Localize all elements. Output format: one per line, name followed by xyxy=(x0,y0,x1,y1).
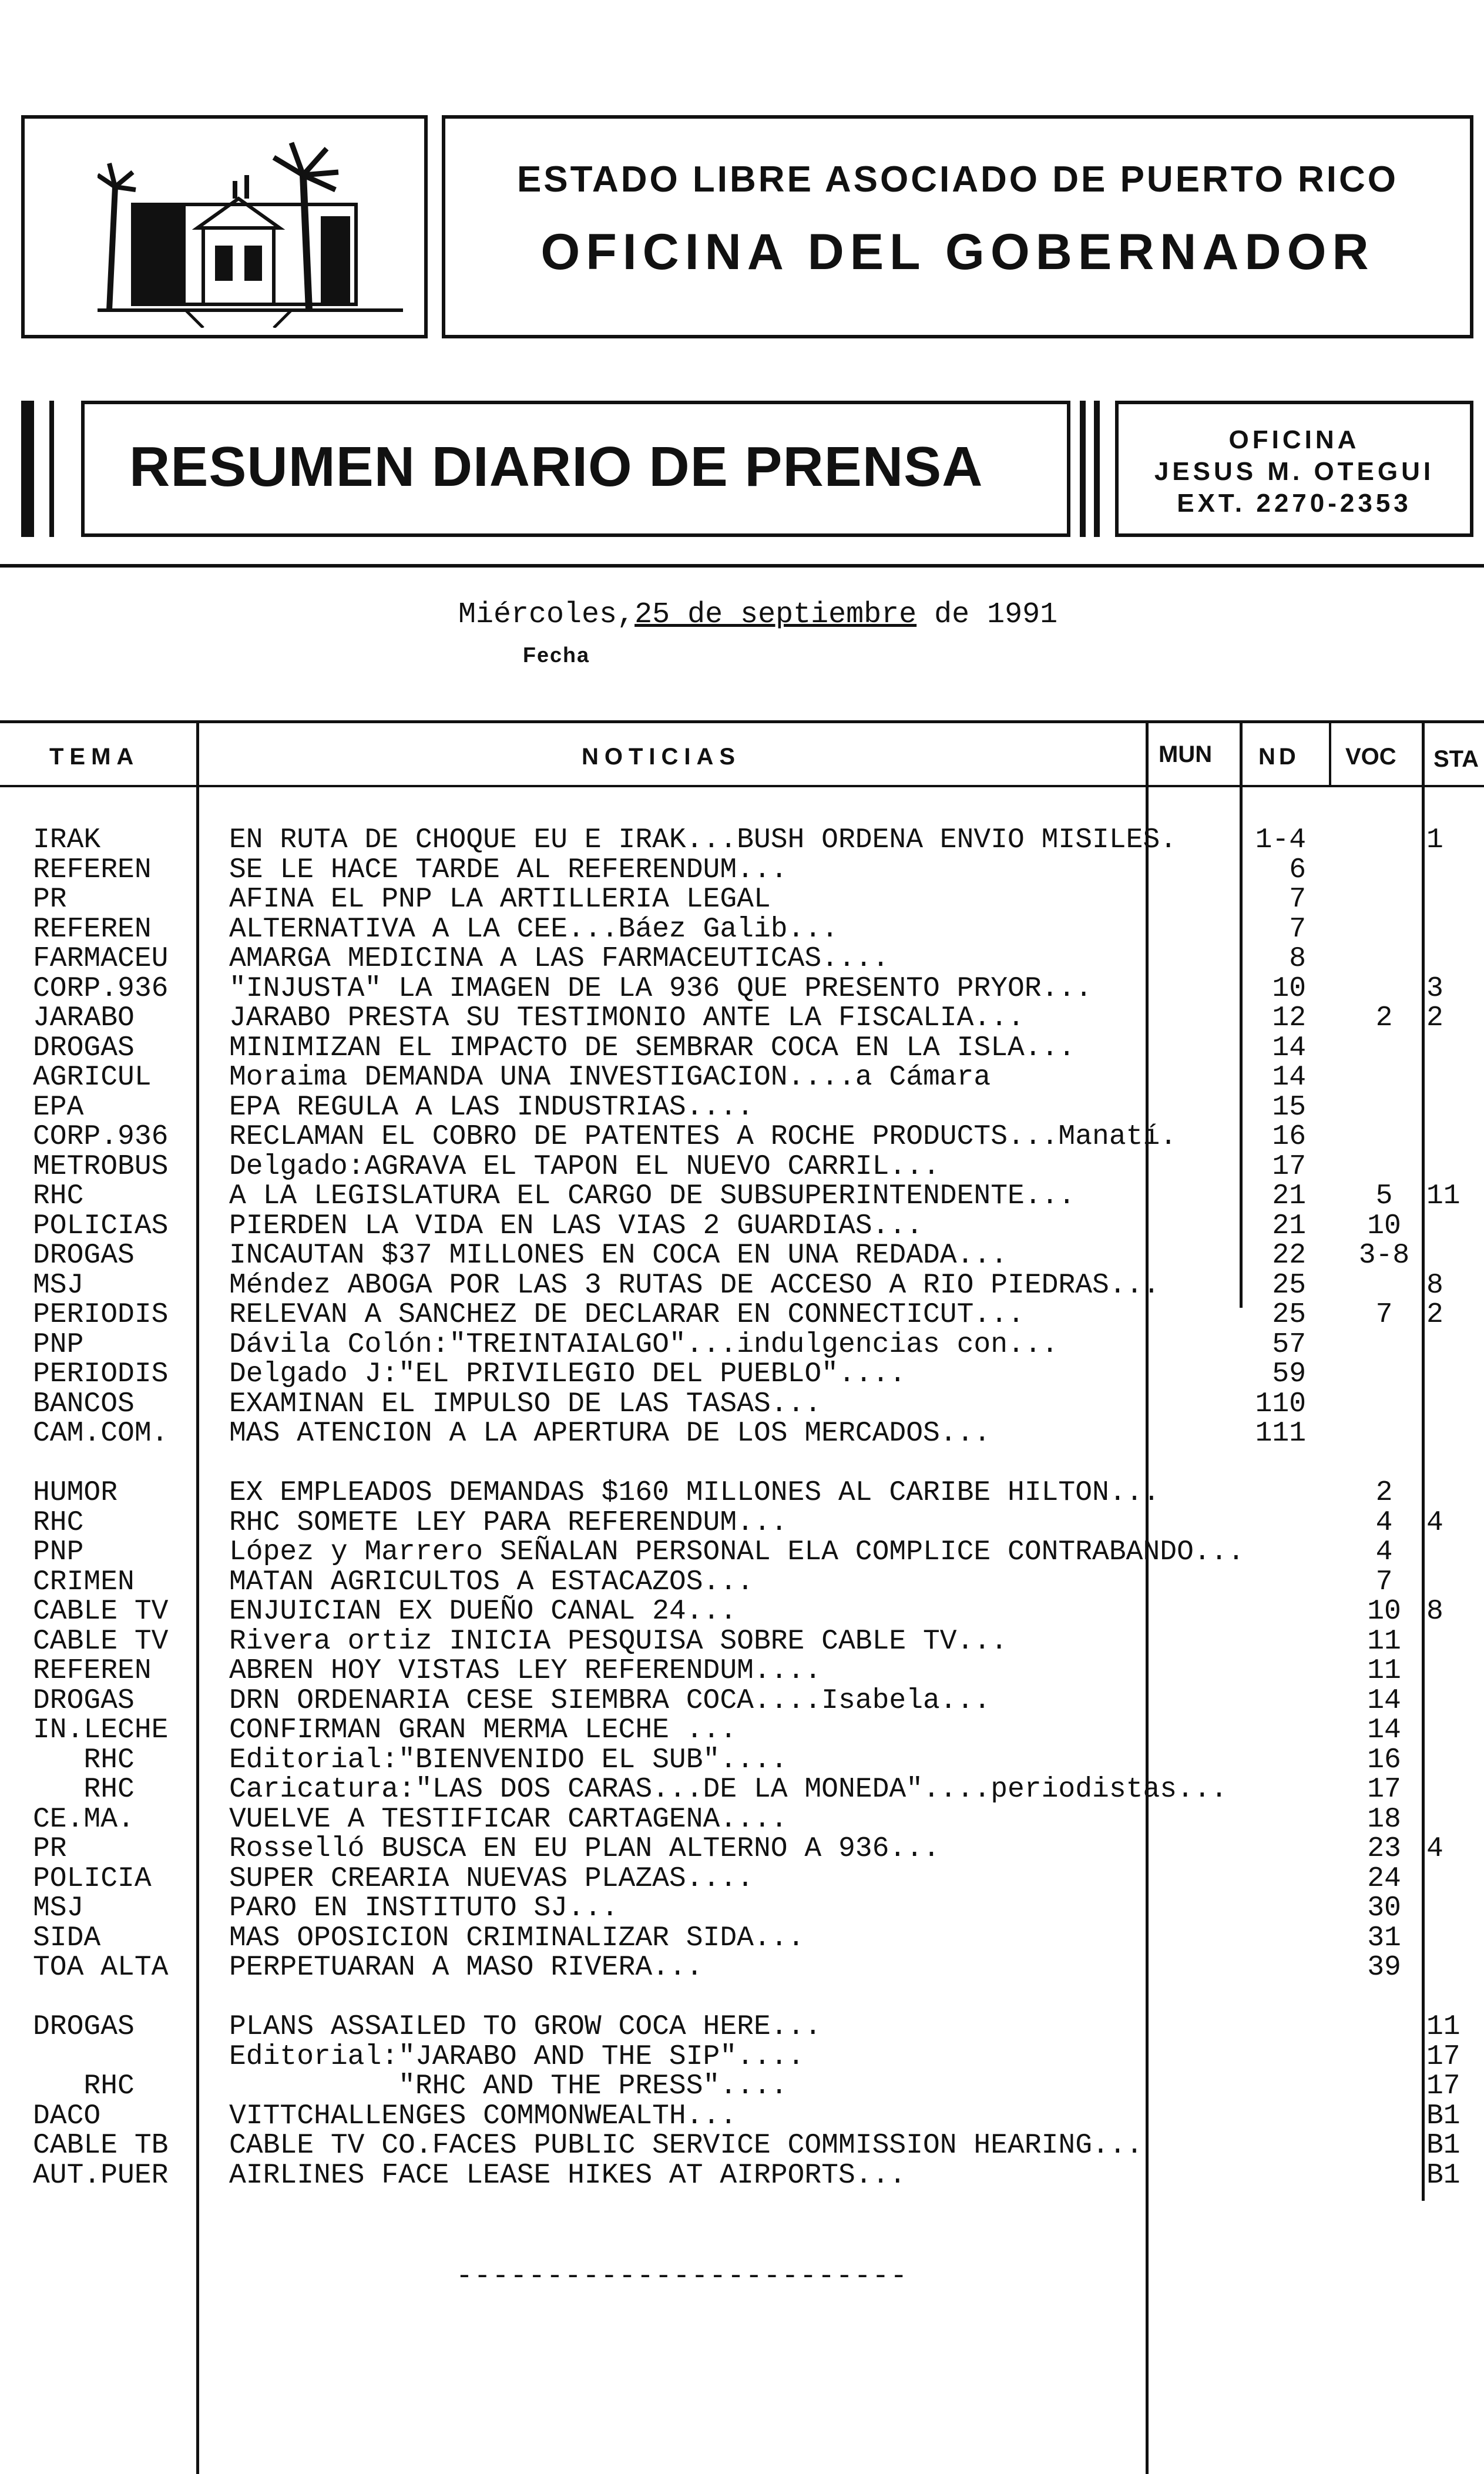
row-tema: CAM.COM. xyxy=(33,1418,169,1449)
col-header-mun: MUN xyxy=(1159,741,1213,767)
row-tema: FARMACEU xyxy=(33,943,169,975)
row-nd: 8 xyxy=(1289,943,1306,975)
row-noticia: SUPER CREARIA NUEVAS PLAZAS.... xyxy=(229,1863,754,1895)
row-noticia: VITTCHALLENGES COMMONWEALTH... xyxy=(229,2100,737,2132)
row-sta: B1 xyxy=(1426,2160,1461,2191)
row-tema: DACO xyxy=(33,2100,101,2132)
row-tema: RHC xyxy=(33,1180,84,1212)
row-tema: MSJ xyxy=(33,1270,84,1301)
row-nd: 25 xyxy=(1272,1270,1306,1301)
row-voc: 31 xyxy=(1367,1922,1401,1954)
row-sta: 1 xyxy=(1426,824,1443,856)
row-noticia: RELEVAN A SANCHEZ DE DECLARAR EN CONNECTICUT... xyxy=(229,1299,1025,1331)
row-nd: 59 xyxy=(1272,1358,1306,1390)
row-noticia: MATAN AGRICULTOS A ESTACAZOS... xyxy=(229,1566,754,1598)
row-noticia: PERPETUARAN A MASO RIVERA... xyxy=(229,1952,703,1983)
row-voc: 10 xyxy=(1367,1210,1401,1242)
row-noticia: AFINA EL PNP LA ARTILLERIA LEGAL xyxy=(229,884,771,915)
row-tema: IRAK xyxy=(33,824,101,856)
row-tema: POLICIAS xyxy=(33,1210,169,1242)
row-voc: 7 xyxy=(1375,1566,1393,1598)
row-sta: 2 xyxy=(1426,1299,1443,1331)
row-noticia: AIRLINES FACE LEASE HIKES AT AIRPORTS... xyxy=(229,2160,906,2191)
governor-mansion-logo xyxy=(98,134,403,328)
row-noticia: RECLAMAN EL COBRO DE PATENTES A ROCHE PRODUCTS...Manatí. xyxy=(229,1121,1177,1153)
end-separator: ------------------------- xyxy=(456,2261,909,2292)
banner-bar-left xyxy=(21,401,34,537)
row-nd: 21 xyxy=(1272,1210,1306,1242)
row-voc: 2 xyxy=(1375,1002,1393,1034)
row-noticia: Caricatura:"LAS DOS CARAS...DE LA MONEDA"....periodistas... xyxy=(229,1774,1228,1805)
row-tema: SIDA xyxy=(33,1922,101,1954)
row-sta: 2 xyxy=(1426,1002,1443,1034)
row-nd: 110 xyxy=(1255,1388,1306,1420)
banner-title: RESUMEN DIARIO DE PRENSA xyxy=(129,435,983,498)
row-noticia: MAS ATENCION A LA APERTURA DE LOS MERCADOS... xyxy=(229,1418,991,1449)
row-noticia: ENJUICIAN EX DUEÑO CANAL 24... xyxy=(229,1596,737,1627)
row-voc: 14 xyxy=(1367,1685,1401,1717)
row-noticia: PLANS ASSAILED TO GROW COCA HERE... xyxy=(229,2011,822,2043)
row-noticia: Méndez ABOGA POR LAS 3 RUTAS DE ACCESO A RIO PIEDRAS... xyxy=(229,1270,1160,1301)
col-header-sta: STA xyxy=(1433,746,1479,772)
header-rule xyxy=(0,564,1484,568)
row-voc: 14 xyxy=(1367,1714,1401,1746)
date-label: Fecha xyxy=(523,643,590,667)
row-noticia: Dávila Colón:"TREINTAIALGO"...indulgencias con... xyxy=(229,1329,1059,1361)
row-tema: PR xyxy=(33,1833,67,1865)
row-tema: RHC xyxy=(33,1774,135,1805)
row-sta: 8 xyxy=(1426,1270,1443,1301)
row-tema: PNP xyxy=(33,1536,84,1568)
row-tema: TOA ALTA xyxy=(33,1952,169,1983)
date-year: de 1991 xyxy=(916,598,1058,632)
office-contact xyxy=(1115,424,1473,519)
row-noticia: PIERDEN LA VIDA EN LAS VIAS 2 GUARDIAS... xyxy=(229,1210,923,1242)
row-noticia: EN RUTA DE CHOQUE EU E IRAK...BUSH ORDENA ENVIO MISILES. xyxy=(229,824,1177,856)
row-voc: 16 xyxy=(1367,1744,1401,1776)
row-nd: 7 xyxy=(1289,884,1306,915)
row-sta: 3 xyxy=(1426,973,1443,1005)
row-sta: 11 xyxy=(1426,2011,1461,2043)
row-tema: DROGAS xyxy=(33,1032,135,1064)
row-noticia: "RHC AND THE PRESS".... xyxy=(229,2070,788,2102)
row-voc: 7 xyxy=(1375,1299,1393,1331)
col-divider-nd xyxy=(1329,723,1331,787)
col-header-tema: TEMA xyxy=(49,744,140,770)
row-sta: B1 xyxy=(1426,2100,1461,2132)
row-voc: 30 xyxy=(1367,1892,1401,1924)
row-tema: CE.MA. xyxy=(33,1804,135,1835)
row-tema: IN.LECHE xyxy=(33,1714,169,1746)
row-noticia: "INJUSTA" LA IMAGEN DE LA 936 QUE PRESENTO PRYOR... xyxy=(229,973,1093,1005)
table-head-rule xyxy=(0,785,1484,787)
row-tema: MSJ xyxy=(33,1892,84,1924)
row-noticia: ALTERNATIVA A LA CEE...Báez Galib... xyxy=(229,914,838,945)
row-sta: 17 xyxy=(1426,2070,1461,2102)
office-extension: EXT. 2270-2353 xyxy=(1177,489,1412,518)
row-tema: CORP.936 xyxy=(33,973,169,1005)
row-voc: 23 xyxy=(1367,1833,1401,1865)
row-noticia: Editorial:"JARABO AND THE SIP".... xyxy=(229,2041,805,2073)
row-noticia: PARO EN INSTITUTO SJ... xyxy=(229,1892,619,1924)
row-noticia: CABLE TV CO.FACES PUBLIC SERVICE COMMISSION HEARING... xyxy=(229,2130,1143,2161)
row-nd: 17 xyxy=(1272,1151,1306,1183)
row-sta: 11 xyxy=(1426,1180,1461,1212)
row-nd: 14 xyxy=(1272,1062,1306,1093)
row-tema: RHC xyxy=(33,1744,135,1776)
row-noticia: DRN ORDENARIA CESE SIEMBRA COCA....Isabela... xyxy=(229,1685,991,1717)
row-noticia: EXAMINAN EL IMPULSO DE LAS TASAS... xyxy=(229,1388,822,1420)
row-tema: CABLE TV xyxy=(33,1626,169,1657)
row-tema: REFEREN xyxy=(33,1655,152,1687)
row-tema: PERIODIS xyxy=(33,1358,169,1390)
banner-bar-left-thin xyxy=(49,401,54,537)
row-sta: 4 xyxy=(1426,1507,1443,1539)
row-noticia: INCAUTAN $37 MILLONES EN COCA EN UNA REDADA... xyxy=(229,1240,1008,1271)
row-tema: CABLE TB xyxy=(33,2130,169,2161)
row-sta: B1 xyxy=(1426,2130,1461,2161)
row-tema: EPA xyxy=(33,1092,84,1123)
row-voc: 10 xyxy=(1367,1596,1401,1627)
row-noticia: A LA LEGISLATURA EL CARGO DE SUBSUPERINTENDENTE... xyxy=(229,1180,1076,1212)
row-noticia: Moraima DEMANDA UNA INVESTIGACION....a Cámara xyxy=(229,1062,991,1093)
row-noticia: Rivera ortiz INICIA PESQUISA SOBRE CABLE TV... xyxy=(229,1626,1008,1657)
row-tema: RHC xyxy=(33,2070,135,2102)
row-tema: CABLE TV xyxy=(33,1596,169,1627)
row-noticia: EPA REGULA A LAS INDUSTRIAS.... xyxy=(229,1092,754,1123)
row-tema: METROBUS xyxy=(33,1151,169,1183)
date-weekday: Miércoles, xyxy=(458,598,635,632)
row-tema: DROGAS xyxy=(33,2011,135,2043)
row-nd: 21 xyxy=(1272,1180,1306,1212)
row-nd: 111 xyxy=(1255,1418,1306,1449)
row-noticia: SE LE HACE TARDE AL REFERENDUM... xyxy=(229,854,788,886)
row-tema: REFEREN xyxy=(33,914,152,945)
row-nd: 16 xyxy=(1272,1121,1306,1153)
row-tema: DROGAS xyxy=(33,1240,135,1271)
row-noticia: JARABO PRESTA SU TESTIMONIO ANTE LA FISCALIA... xyxy=(229,1002,1025,1034)
col-header-nd: ND xyxy=(1258,744,1300,770)
row-noticia: CONFIRMAN GRAN MERMA LECHE ... xyxy=(229,1714,737,1746)
row-tema: AGRICUL xyxy=(33,1062,152,1093)
row-voc: 5 xyxy=(1375,1180,1393,1212)
row-tema: JARABO xyxy=(33,1002,135,1034)
row-noticia: MAS OPOSICION CRIMINALIZAR SIDA... xyxy=(229,1922,805,1954)
row-nd: 14 xyxy=(1272,1032,1306,1064)
row-tema: DROGAS xyxy=(33,1685,135,1717)
row-tema: PERIODIS xyxy=(33,1299,169,1331)
row-sta: 17 xyxy=(1426,2041,1461,2073)
row-sta: 8 xyxy=(1426,1596,1443,1627)
row-tema: BANCOS xyxy=(33,1388,135,1420)
office-name: OFICINA DEL GOBERNADOR xyxy=(540,224,1375,280)
row-noticia: MINIMIZAN EL IMPACTO DE SEMBRAR COCA EN LA ISLA... xyxy=(229,1032,1076,1064)
row-noticia: AMARGA MEDICINA A LAS FARMACEUTICAS.... xyxy=(229,943,889,975)
row-tema: CORP.936 xyxy=(33,1121,169,1153)
row-noticia: EX EMPLEADOS DEMANDAS $160 MILLONES AL CARIBE HILTON... xyxy=(229,1477,1160,1509)
row-tema: PR xyxy=(33,884,67,915)
office-label: OFICINA xyxy=(1228,425,1360,454)
row-tema: RHC xyxy=(33,1507,84,1539)
row-tema: HUMOR xyxy=(33,1477,118,1509)
office-person: JESUS M. OTEGUI xyxy=(1154,457,1435,486)
row-nd: 6 xyxy=(1289,854,1306,886)
date-day-month: 25 de septiembre xyxy=(634,598,917,632)
row-voc: 17 xyxy=(1367,1774,1401,1805)
row-tema: POLICIA xyxy=(33,1863,152,1895)
row-nd: 12 xyxy=(1272,1002,1306,1034)
row-nd: 25 xyxy=(1272,1299,1306,1331)
row-voc: 11 xyxy=(1367,1655,1401,1687)
row-voc: 3-8 xyxy=(1358,1240,1410,1271)
banner-bar-right xyxy=(1080,401,1086,537)
row-tema: REFEREN xyxy=(33,854,152,886)
date-line xyxy=(458,598,1057,632)
row-sta: 4 xyxy=(1426,1833,1443,1865)
row-nd: 57 xyxy=(1272,1329,1306,1361)
government-name: ESTADO LIBRE ASOCIADO DE PUERTO RICO xyxy=(516,159,1399,200)
row-voc: 2 xyxy=(1375,1477,1393,1509)
row-voc: 4 xyxy=(1375,1536,1393,1568)
row-voc: 4 xyxy=(1375,1507,1393,1539)
row-voc: 11 xyxy=(1367,1626,1401,1657)
row-noticia: López y Marrero SEÑALAN PERSONAL ELA COMPLICE CONTRABANDO... xyxy=(229,1536,1245,1568)
row-voc: 18 xyxy=(1367,1804,1401,1835)
row-tema: CRIMEN xyxy=(33,1566,135,1598)
row-noticia: Delgado J:"EL PRIVILEGIO DEL PUEBLO".... xyxy=(229,1358,906,1390)
col-header-voc: VOC xyxy=(1345,744,1396,770)
banner-bar-right-2 xyxy=(1094,401,1100,537)
row-voc: 24 xyxy=(1367,1863,1401,1895)
row-nd: 10 xyxy=(1272,973,1306,1005)
row-tema: AUT.PUER xyxy=(33,2160,169,2191)
row-noticia: ABREN HOY VISTAS LEY REFERENDUM.... xyxy=(229,1655,822,1687)
row-noticia: Editorial:"BIENVENIDO EL SUB".... xyxy=(229,1744,788,1776)
row-noticia: RHC SOMETE LEY PARA REFERENDUM... xyxy=(229,1507,788,1539)
row-noticia: VUELVE A TESTIFICAR CARTAGENA.... xyxy=(229,1804,788,1835)
col-header-noticias: NOTICIAS xyxy=(582,744,741,770)
row-tema: PNP xyxy=(33,1329,84,1361)
row-noticia: Delgado:AGRAVA EL TAPON EL NUEVO CARRIL... xyxy=(229,1151,940,1183)
row-nd: 1-4 xyxy=(1255,824,1306,856)
row-noticia: Rosselló BUSCA EN EU PLAN ALTERNO A 936... xyxy=(229,1833,940,1865)
row-voc: 39 xyxy=(1367,1952,1401,1983)
row-nd: 22 xyxy=(1272,1240,1306,1271)
table-top-rule xyxy=(0,720,1484,723)
row-nd: 7 xyxy=(1289,914,1306,945)
row-nd: 15 xyxy=(1272,1092,1306,1123)
